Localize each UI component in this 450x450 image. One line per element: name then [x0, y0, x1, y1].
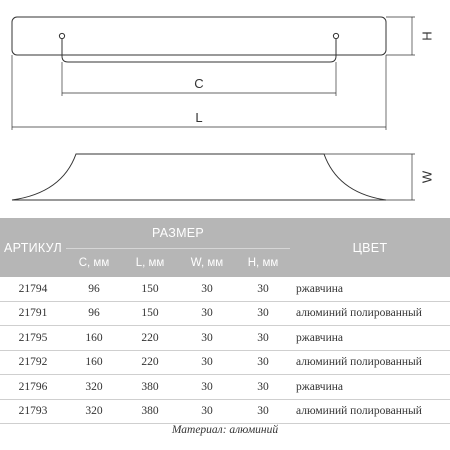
table-row — [0, 399, 450, 424]
table-row — [0, 326, 450, 351]
cell-l: 380 — [122, 375, 178, 400]
handle-side-view — [12, 154, 386, 200]
cell-w: 30 — [178, 350, 236, 375]
cell-h: 30 — [236, 399, 290, 424]
cell-article: 21796 — [0, 375, 66, 400]
cell-article: 21795 — [0, 326, 66, 351]
cell-color: ржавчина — [290, 326, 450, 351]
dim-h-label: H — [419, 31, 435, 41]
cell-w: 30 — [178, 277, 236, 301]
dim-l-label: L — [195, 110, 203, 125]
mount-hole-right — [333, 33, 338, 38]
cell-c: 96 — [66, 277, 122, 301]
cell-c: 320 — [66, 399, 122, 424]
header-color: ЦВЕТ — [290, 218, 450, 277]
header-w-mm: W, мм — [178, 249, 236, 278]
technical-drawing — [0, 0, 450, 218]
cell-color: алюминий полированный — [290, 301, 450, 326]
cell-color: ржавчина — [290, 277, 450, 301]
dim-w-label: W — [419, 170, 435, 184]
cell-article: 21792 — [0, 350, 66, 375]
cell-c: 320 — [66, 375, 122, 400]
cell-l: 150 — [122, 277, 178, 301]
cell-c: 160 — [66, 350, 122, 375]
grip-line — [62, 39, 336, 62]
cell-l: 150 — [122, 301, 178, 326]
cell-l: 220 — [122, 326, 178, 351]
cell-h: 30 — [236, 301, 290, 326]
cell-c: 160 — [66, 326, 122, 351]
header-h-mm: H, мм — [236, 249, 290, 278]
header-c-mm: C, мм — [66, 249, 122, 278]
header-l-mm: L, мм — [122, 249, 178, 278]
cell-h: 30 — [236, 277, 290, 301]
material-note: Материал: алюминий — [171, 424, 279, 436]
cell-color: алюминий полированный — [290, 350, 450, 375]
spec-table — [0, 218, 450, 424]
cell-h: 30 — [236, 375, 290, 400]
cell-h: 30 — [236, 326, 290, 351]
table-row — [0, 277, 450, 301]
cell-article: 21793 — [0, 399, 66, 424]
cell-color: ржавчина — [290, 375, 450, 400]
table-row — [0, 350, 450, 375]
header-article: АРТИКУЛ — [0, 218, 66, 277]
header-size: РАЗМЕР — [66, 218, 290, 249]
table-row — [0, 301, 450, 326]
table-row — [0, 375, 450, 400]
mount-hole-left — [59, 33, 64, 38]
cell-h: 30 — [236, 350, 290, 375]
cell-l: 380 — [122, 399, 178, 424]
cell-l: 220 — [122, 350, 178, 375]
cell-article: 21791 — [0, 301, 66, 326]
cell-w: 30 — [178, 326, 236, 351]
cell-w: 30 — [178, 399, 236, 424]
cell-w: 30 — [178, 301, 236, 326]
handle-top-view — [12, 17, 386, 55]
cell-article: 21794 — [0, 277, 66, 301]
cell-w: 30 — [178, 375, 236, 400]
dim-c-label: C — [194, 76, 204, 91]
cell-c: 96 — [66, 301, 122, 326]
cell-color: алюминий полированный — [290, 399, 450, 424]
